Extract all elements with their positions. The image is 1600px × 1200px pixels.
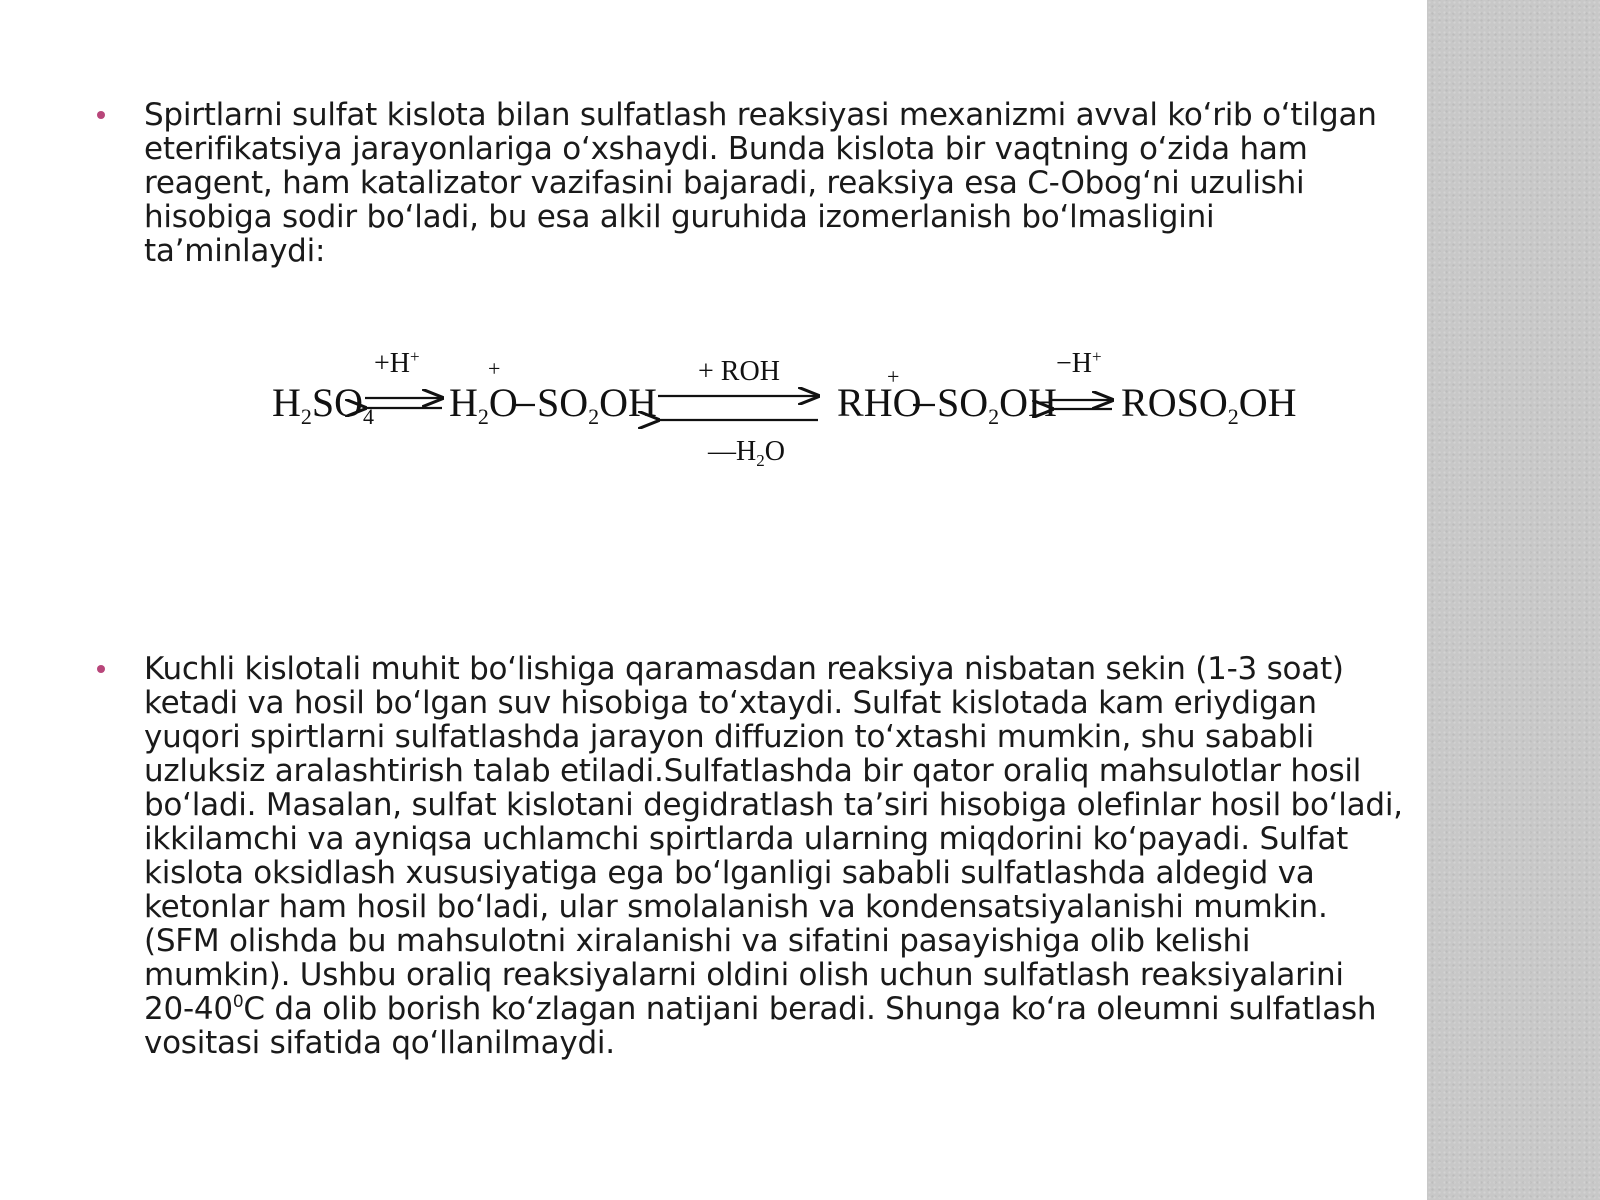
- svg-text:−H+: −H+: [1056, 347, 1102, 379]
- text-line: mumkin). Ushbu oraliq reaksiyalarni oldini olish uchun sulfatlash reaksiyalarini: [144, 957, 1344, 993]
- positive-charge: +: [488, 356, 501, 381]
- text-line: ketadi va hosil bo‘lgan suv hisobiga to‘xtaydi. Sulfat kislotada kam eriydigan: [144, 685, 1317, 721]
- formula-h2so4: [272, 380, 374, 429]
- text-line: (SFM olishda bu mahsulotni xiralanishi va sifatini pasayishiga olib kelishi: [144, 923, 1251, 959]
- arrow-label-above: +H: [374, 348, 411, 379]
- reaction-arrow-2: [658, 356, 818, 470]
- reaction-equation-svg: [270, 330, 1300, 480]
- text-line: eterifikatsiya jarayonlariga o‘xshaydi. Bunda kislota bir vaqtning o‘zida ham: [144, 131, 1308, 167]
- formula-alkyloxonium: [837, 364, 1057, 429]
- text-line-temperature: $20-40^0C$ da olib borish ko‘zlagan natijani beradi. Shunga ko‘ra oleumni sulfatlash: [144, 991, 1377, 1027]
- degree-superscript: 0: [232, 992, 244, 1012]
- text-line: Spirtlarni sulfat kislota bilan sulfatlash reaksiyasi mexanizmi avval ko‘rib o‘tilgan: [144, 97, 1377, 133]
- text-line: hisobiga sodir bo‘ladi, bu esa alkil guruhida izomerlanish bo‘lmasligini: [144, 199, 1215, 235]
- text-line: reagent, ham katalizator vazifasini bajaradi, reaksiya esa C-Obog‘ni uzulishi: [144, 165, 1305, 201]
- bullet-paragraph: [144, 98, 1377, 268]
- positive-charge: +: [887, 364, 900, 389]
- text-line: ketonlar ham hosil bo‘ladi, ular smolalanish va kondensatsiyalanishi mumkin.: [144, 889, 1328, 925]
- bullet-dot-icon: [97, 665, 105, 673]
- svg-text:SO2OH: $SO_2OH$: [537, 380, 657, 429]
- svg-text:+H+: +H+: [374, 347, 420, 379]
- text-line: ikkilamchi va ayniqsa uchlamchi spirtlarda ularning miqdorini ko‘payadi. Sulfat: [144, 821, 1348, 857]
- reaction-equation: [270, 330, 1300, 480]
- text-line: uzluksiz aralashtirish talab etiladi.Sulfatlashda bir qator oraliq mahsulotlar hosil: [144, 753, 1362, 789]
- text-line: vositasi sifatida qo‘llanilmaydi.: [144, 1025, 615, 1061]
- arrow-label-below: $—H_2O$: [708, 436, 785, 470]
- equilibrium-arrow-1: [365, 347, 442, 408]
- svg-text:SO2OH: $SO_2OH$: [937, 380, 1057, 429]
- arrow-label-above: + ROH: [698, 356, 780, 387]
- text-line: yuqori spirtlarni sulfatlashda jarayon diffuzion to‘xtashi mumkin, shu sababli: [144, 719, 1315, 755]
- bullet-paragraph: [144, 652, 1403, 1060]
- arrow-label-above: −H: [1056, 348, 1093, 379]
- equilibrium-arrow-3: [1052, 347, 1112, 409]
- svg-text:ROSO2OH: $ROSO_2OH$: [1121, 380, 1297, 429]
- text-line: bo‘ladi. Masalan, sulfat kislotani degidratlash ta’siri hisobiga olefinlar hosil bo‘ladi,: [144, 787, 1403, 823]
- svg-text:H2O: $H_2O$: [449, 380, 518, 429]
- formula-protonated-acid: [449, 356, 657, 429]
- text-line: ta’minlaydi:: [144, 233, 326, 269]
- text-line: kislota oksidlash xususiyatiga ega bo‘lganligi sababli sulfatlashda aldegid va: [144, 855, 1315, 891]
- decorative-side-band: [1427, 0, 1600, 1200]
- bullet-dot-icon: [97, 111, 105, 119]
- svg-text:H2SO4: $H_2SO_4$: [272, 380, 375, 429]
- svg-text:RHO: RHO: [837, 380, 922, 425]
- text-line: Kuchli kislotali muhit bo‘lishiga qaramasdan reaksiya nisbatan sekin (1-3 soat): [144, 651, 1344, 687]
- formula-alkyl-sulfate: [1121, 380, 1297, 429]
